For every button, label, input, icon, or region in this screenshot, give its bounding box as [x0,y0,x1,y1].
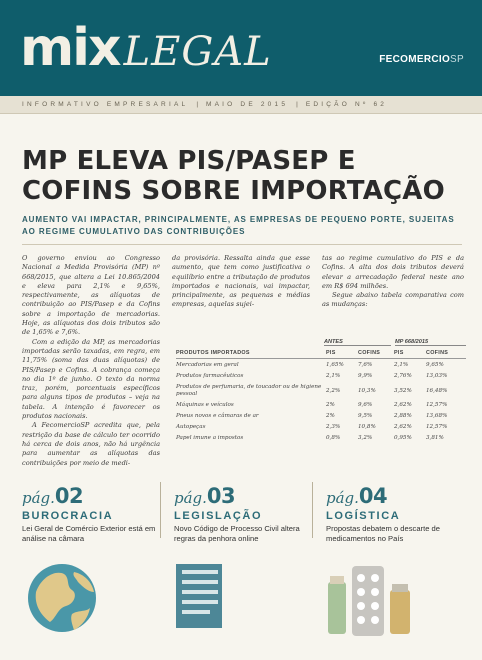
divider [312,482,313,538]
mixlegal-logo [20,18,272,78]
table-cell: 2,1% [394,362,409,368]
table-cell: 9,65% [426,362,444,368]
group-before: ANTES [324,339,391,346]
table-header [176,347,466,359]
publication-label: INFORMATIVO EMPRESARIAL [22,101,189,108]
col-product: PRODUTOS IMPORTADOS [176,349,250,356]
table-row [176,421,466,432]
topic-name: BUROCRACIA [22,510,114,522]
pag-number: 02 [54,484,84,508]
table-cell: 13,03% [426,373,448,379]
table-cell: 12,57% [426,424,448,430]
pag-label: pág. [174,489,207,507]
table-row [176,432,466,443]
pag-number: 03 [206,484,236,508]
table-cell: Produtos farmacêuticos [176,372,244,379]
paragraph: Segue abaixo tabela comparativa com as mudanças: [322,291,464,309]
table-cell: 12,57% [426,402,448,408]
topic-name: LEGISLAÇÃO [174,510,263,522]
topic-legislacao[interactable] [174,484,314,544]
topic-desc: Propostas debatem o descarte de medicamentos no País [326,524,440,543]
table-cell: 2,62% [394,402,412,408]
comparison-table [176,338,466,443]
table-cell: 2,76% [394,373,412,379]
col-pis-before: PIS [326,349,336,356]
page-ref [174,484,314,508]
divider [22,244,462,245]
paragraph: da provisória. Ressalta ainda que esse aumento, que tem como justificativa o equilíbrio entre a tributação de produtos importados e nacionais, vai impactar, principalmente, as pequenas e médias empresas, aquelas sujei- [172,254,310,309]
topic-desc: Lei Geral de Comércio Exterior está em análise na câmara [22,524,156,543]
page-ref [22,484,162,508]
issue-date: MAIO DE 2015 [206,101,289,108]
document-icon [172,552,282,660]
table-cell: 9,6% [358,402,373,408]
globe-icon [22,552,132,660]
col-pis-after: PIS [394,349,404,356]
table-cell: 2,62% [394,424,412,430]
paragraph: O governo enviou ao Congresso Nacional a Medida Provisória (MP) nº 668/2015, que altera a Lei 10.865/2004 e eleva para 2,1% e 9,65%, respectivamente, as alíquotas de contribuição ao PIS/Pasep e da Cofins sobre a importação de mercadorias. Hoje, as alíquotas dos dois tributos são de 1,65% e 7,6%. [22,254,160,337]
table-cell: 13,68% [426,413,448,419]
pag-label: pág. [22,489,55,507]
table-row [176,381,466,399]
table-row [176,370,466,381]
table-cell: 1,65% [326,362,344,368]
table-cell: 2,88% [394,413,412,419]
table-cell: 10,8% [358,424,376,430]
table-cell: 0,95% [394,435,412,441]
table-cell: 7,6% [358,362,373,368]
brand-name: FECOMERCIO [379,54,451,65]
edition-number: EDIÇÃO Nº 62 [305,101,388,108]
body-column-2 [172,254,310,310]
topic-name: LOGÍSTICA [326,510,401,522]
page-ref [326,484,466,508]
logo-mix: mix [20,18,120,78]
table-row [176,399,466,410]
table-cell: Produtos de perfumaria, de toucador ou de higiene pessoal [176,383,322,397]
group-after: MP 668/2015 [395,339,466,346]
paragraph: Com a edição da MP, as mercadorias importadas serão taxadas, em regra, em 11,75% (soma das duas alíquotas) de PIS/Pasep e Cofins. A cobrança começa no dia 1º de junho. O texto da norma traz, porém, porcentuais específicos para alguns tipos de produtos – veja na tabela. A intenção é favorecer os produtos nacionais. [22,337,160,421]
topic-logistica[interactable] [326,484,466,544]
body-column-3 [322,254,464,310]
logo-legal: LEGAL [123,29,272,75]
table-cell: Autopeças [176,423,206,430]
table-cell: 10,3% [358,387,376,394]
masthead [0,0,482,96]
body-column-1 [22,254,160,468]
table-cell: 2,2% [326,387,341,394]
table-row [176,410,466,421]
col-cofins-after: COFINS [426,349,449,356]
table-cell: 2,1% [326,373,341,379]
table-cell: 16,48% [426,387,448,394]
article-subtitle: AUMENTO VAI IMPACTAR, PRINCIPALMENTE, AS EMPRESAS DE PEQUENO PORTE, SUJEITAS AO REGIME CUMULATIVO DAS CONTRIBUIÇÕES [22,215,455,236]
table-cell: 2% [326,413,335,419]
article-title: MP ELEVA PIS/PASEP E COFINS SOBRE IMPORTAÇÃO [22,146,445,206]
table-cell: 3,81% [426,435,444,441]
topic-burocracia[interactable] [22,484,162,544]
table-body [176,359,466,443]
fecomercio-brand [379,54,464,65]
table-cell: 0,8% [326,435,341,441]
table-cell: 2% [326,402,335,408]
medicine-icon [324,552,464,660]
col-cofins-before: COFINS [358,349,381,356]
pag-number: 04 [358,484,388,508]
table-cell: 9,9% [358,373,373,379]
paragraph: A FecomercioSP acredita que, pela restrição da base de cálculo ter ocorrido há cerca de dois anos, não há urgência para aumentar as alíquotas das contribuições por meio de medi- [22,421,160,467]
pag-label: pág. [326,489,359,507]
info-bar: INFORMATIVO EMPRESARIAL | MAIO DE 2015 | EDIÇÃO Nº 62 [0,96,482,114]
table-row [176,359,466,370]
divider [160,482,161,538]
topic-desc: Novo Código de Processo Civil altera regras da penhora online [174,524,300,543]
table-group-header [176,338,466,347]
table-cell: 2,3% [326,424,341,430]
table-cell: Mercadorias em geral [176,361,239,368]
table-cell: 9,5% [358,413,373,419]
brand-suffix: SP [450,54,464,65]
table-cell: Papel imune a impostos [176,434,244,441]
table-cell: 3,52% [394,387,412,394]
paragraph: tas ao regime cumulativo do PIS e da Cofins. A alta dos dois tributos deverá elevar a arrecadação federal neste ano em R$ 694 milhões. [322,254,464,290]
table-cell: Pneus novos e câmaras de ar [176,412,259,419]
table-cell: Máquinas e veículos [176,401,234,408]
table-cell: 3,2% [358,435,373,441]
